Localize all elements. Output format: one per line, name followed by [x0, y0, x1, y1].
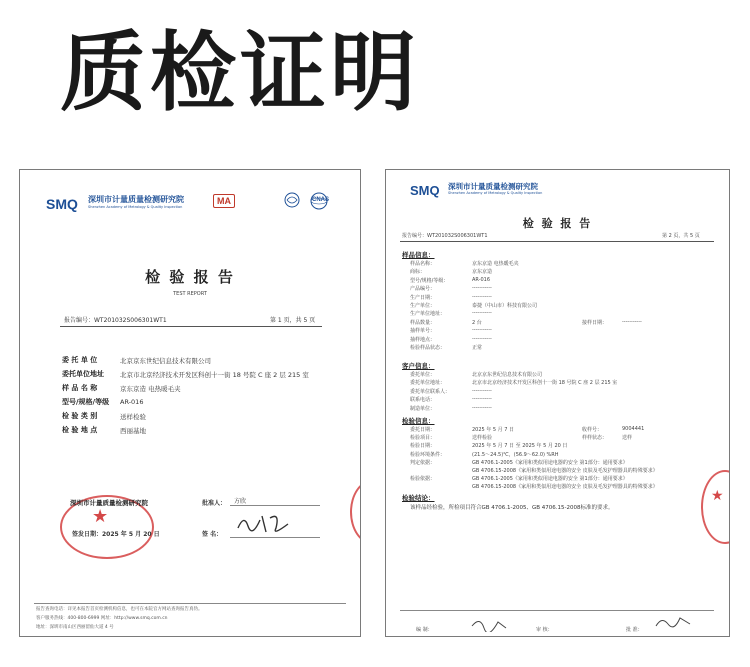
field-label: 委托单位联系人：	[410, 388, 451, 395]
signature-line	[230, 537, 320, 538]
edge-seal	[350, 480, 361, 544]
field-extra-label: 收样号：	[582, 427, 603, 433]
field-label: 委 托 单 位	[62, 356, 98, 364]
field-label: 样品名称：	[410, 261, 436, 267]
field-value: AR-016	[472, 276, 491, 283]
field-value: -----------	[472, 335, 492, 342]
edge-seal-2	[701, 470, 730, 544]
field-label: 样 品 名 称	[62, 384, 98, 392]
field-value: -----------	[472, 396, 492, 403]
field-label: 委托日期：	[410, 427, 436, 433]
field-label: 检验项目：	[410, 435, 436, 442]
field-value: -----------	[472, 404, 492, 411]
org-name-cn-2: 深圳市计量质量检测研究院	[448, 182, 538, 191]
field-extra-value: 9004441	[622, 426, 645, 432]
edge-seal-star-icon: ★	[711, 488, 724, 504]
field-value: 2 台	[472, 319, 482, 326]
field-extra-label: 样样状态：	[582, 435, 608, 442]
approver-name: 方欣	[234, 498, 247, 505]
field-value: -----------	[472, 327, 492, 334]
reviewer-label: 审 核：	[536, 627, 553, 633]
field-label: 判定依据：	[410, 459, 436, 466]
field-value: 北京京东世纪信息技术有限公司	[120, 356, 211, 365]
page-heading: 质检证明	[60, 23, 420, 123]
field-label: 产品编号：	[410, 286, 436, 293]
field-label: 检验日期：	[410, 443, 436, 450]
page-info-2: 第 2 页，共 5 页	[662, 233, 700, 239]
header-divider	[60, 326, 322, 327]
sample-section-title: 样品信息：	[402, 251, 435, 259]
approver-label: 批准人：	[202, 500, 227, 507]
field-label: 型号/规格/等级	[62, 398, 110, 406]
field-value: -----------	[622, 318, 642, 325]
handwritten-signature	[232, 510, 302, 538]
conclusion-text: 该样品经检验，所检项目符合GB 4706.1-2005、GB 4706.15-2008标准的要求。	[410, 505, 614, 511]
report-subtitle: TEST REPORT	[173, 291, 207, 297]
footer-divider	[34, 603, 346, 604]
cma-mark: MA	[213, 194, 235, 208]
field-value: 2025 年 5 月 7 日	[472, 427, 515, 433]
org-name-en-2: Shenzhen Academy of Metrology & Quality Inspection	[448, 191, 543, 195]
field-label: 检 验 类 别	[62, 412, 98, 420]
client-section-title: 客户信息：	[402, 362, 435, 370]
field-value: 京东京造 电热暖毛夹	[472, 261, 519, 267]
smq-logo-text-2: SMQ	[410, 183, 440, 198]
field-value: 正常	[472, 345, 483, 351]
field-label: 委托单位地址：	[410, 380, 446, 387]
report-number-2: 报告编号：WT201032S006301WT1	[402, 233, 488, 239]
field-label: 商标：	[410, 269, 426, 276]
field-label: 检验环境条件：	[410, 451, 446, 458]
field-value: 京东京造 电热暖毛夹	[120, 384, 181, 393]
footer-note-3: 地址：深圳市南山区西丽留仙大道 4 号	[36, 625, 114, 630]
field-label: 检验依据：	[410, 476, 436, 483]
field-value: GB 4706.1-2005《家用和类似用途电器的安全 第1部分：通用要求》	[472, 476, 628, 483]
footer-note-2: 客户服务热线：400-800-6999 网址：http://www.smq.com.cn	[36, 616, 168, 621]
field-value: GB 4706.15-2008《家用和类似用途电器的安全 皮肤及毛发护理器具的特殊要求》	[472, 468, 658, 474]
field-value: -----------	[472, 387, 492, 394]
seal-org-name: 深圳市计量质量检测研究院	[70, 499, 148, 507]
field-value: 泰捷（中山市）科技有限公司	[472, 303, 538, 309]
page-info: 第 1 页，共 5 页	[270, 317, 316, 324]
report-cover-page	[19, 169, 361, 637]
field-value: 北京市北京经济技术开发区科创十一街 18 号院 C 座 2 层 215 室	[472, 380, 618, 387]
field-label: 型号/规格/等级：	[410, 277, 449, 284]
ilac-icon	[284, 192, 300, 208]
smq-logo-2	[410, 180, 440, 199]
field-value: AR-016	[120, 397, 144, 406]
signature-label: 签 名：	[202, 531, 223, 538]
cnas-logo	[304, 192, 334, 214]
smq-logo-text: SMQ	[46, 196, 78, 212]
field-value: 2025 年 5 月 7 日 至 2025 年 5 月 20 日	[472, 443, 568, 450]
field-label: 委托单位：	[410, 372, 436, 378]
report-title: 检 验 报 告	[145, 268, 235, 286]
footer-note-1: 报告查询电话：详见本报告首页检测机构信息，也可在本院官方网站查询报告真伪。	[36, 607, 203, 612]
field-value: GB 4706.15-2008《家用和类似用途电器的安全 皮肤及毛发护理器具的特殊要求》	[472, 484, 658, 491]
test-section-title: 检验信息：	[402, 417, 435, 425]
compiler-label: 编 制：	[416, 627, 433, 633]
issue-date: 签发日期：2025 年 5 月 20 日	[72, 531, 160, 538]
field-label: 抽样单号：	[410, 328, 436, 335]
report-title-2: 检 验 报 告	[522, 217, 593, 230]
smq-logo	[46, 194, 78, 213]
bottom-divider	[400, 610, 714, 611]
field-value: 京东京造	[472, 269, 493, 276]
field-label: 样品数量：	[410, 319, 436, 326]
field-label: 委托单位地址	[62, 370, 104, 378]
conclusion-section-title: 检验结论：	[402, 494, 435, 502]
field-label: 检验样品状态：	[410, 345, 446, 351]
field-label: 生产单位地址：	[410, 311, 446, 318]
field-extra-value: 送样	[622, 435, 633, 442]
cnas-text: CNAS	[312, 197, 330, 203]
header-divider-2	[400, 241, 714, 242]
field-value: 送样检验	[472, 435, 493, 442]
field-label: 抽样地点：	[410, 336, 436, 343]
approver-line	[230, 505, 320, 506]
field-value: 西丽基地	[120, 426, 146, 435]
field-label: 生产日期：	[410, 294, 436, 301]
approver-signature	[654, 614, 694, 630]
accreditation-logos	[284, 192, 300, 212]
org-name-en: Shenzhen Academy of Metrology & Quality Inspection	[88, 205, 183, 209]
field-value: -----------	[472, 285, 492, 292]
field-value: 北京京东世纪信息技术有限公司	[472, 372, 543, 378]
compiler-signature	[470, 616, 510, 632]
seal-star-icon: ★	[92, 506, 109, 527]
field-label: 检 验 地 点	[62, 426, 98, 434]
report-number: 报告编号：WT201032S006301WT1	[64, 317, 167, 324]
field-label: 接样日期：	[582, 319, 608, 326]
approver-label-2: 批 准：	[626, 627, 643, 633]
field-label: 生产单位：	[410, 303, 436, 309]
field-label: 联系电话：	[410, 397, 436, 404]
field-label: 制造单位：	[410, 405, 436, 412]
field-value: -----------	[472, 293, 492, 300]
field-value: 北京市北京经济技术开发区科创十一街 18 号院 C 座 2 层 215 室	[120, 370, 309, 379]
report-detail-page	[385, 169, 730, 637]
field-value: GB 4706.1-2005《家用和类似用途电器的安全 第1部分：通用要求》	[472, 459, 628, 466]
field-value: -----------	[472, 310, 492, 317]
org-name-cn: 深圳市计量质量检测研究院	[88, 195, 184, 204]
field-value: (21.5～24.5)℃，(56.9～62.0) %RH	[472, 451, 559, 458]
field-value: 送样检验	[120, 412, 146, 421]
